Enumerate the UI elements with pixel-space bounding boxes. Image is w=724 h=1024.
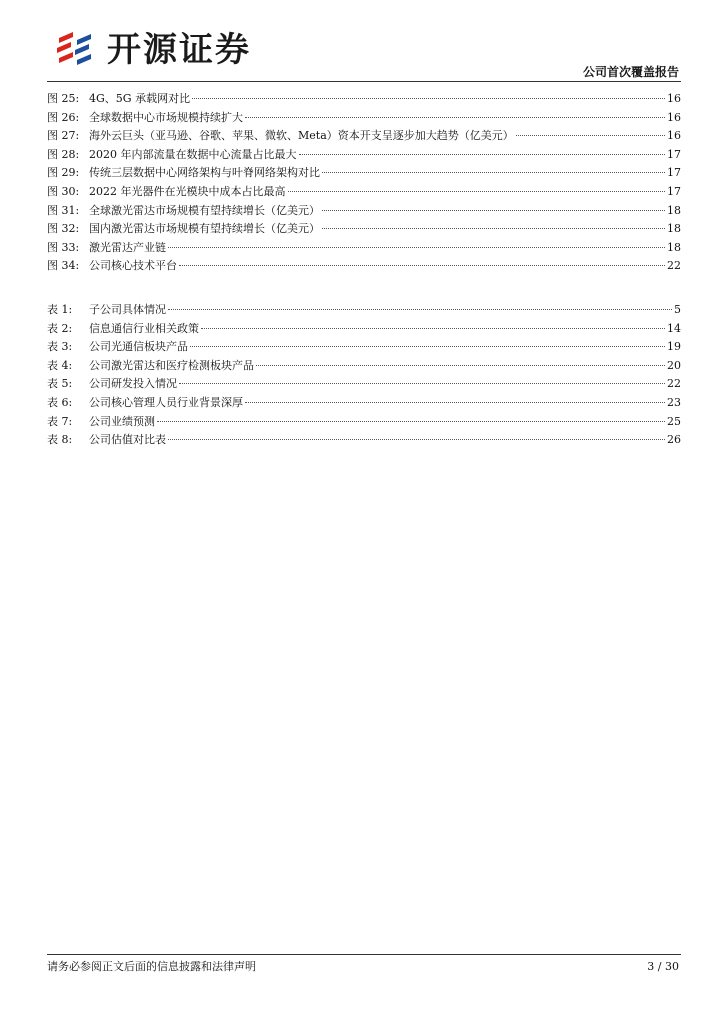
- table-entry[interactable]: [47, 338, 681, 357]
- figure-title: 全球激光雷达市场规模有望持续增长（亿美元）: [89, 203, 320, 217]
- figure-title: 全球数据中心市场规模持续扩大: [89, 110, 243, 124]
- dot-leader: [299, 154, 666, 155]
- figure-page: 22: [667, 259, 681, 273]
- table-title: 公司业绩预测: [89, 414, 155, 428]
- dot-leader: [322, 228, 665, 229]
- table-label: 表 2:: [47, 321, 73, 335]
- figure-title: 传统三层数据中心网络架构与叶脊网络架构对比: [89, 166, 320, 180]
- figure-title: 国内激光雷达市场规模有望持续增长（亿美元）: [89, 222, 320, 236]
- figure-page: 18: [667, 222, 681, 236]
- table-title: 子公司具体情况: [89, 303, 166, 316]
- dot-leader: [516, 135, 665, 136]
- figure-entry[interactable]: [47, 202, 681, 221]
- figure-page: 18: [667, 240, 681, 254]
- page-number: 3 / 30: [647, 960, 679, 973]
- table-page: 5: [674, 303, 681, 316]
- table-page: 19: [667, 340, 681, 354]
- dot-leader: [168, 439, 665, 440]
- table-title: 公司研发投入情况: [89, 377, 177, 391]
- table-label: 表 8:: [47, 433, 73, 447]
- figure-entry[interactable]: [47, 127, 681, 146]
- table-page: 25: [667, 414, 681, 428]
- figure-entry[interactable]: [47, 164, 681, 183]
- figure-label: 图 32:: [47, 222, 80, 236]
- table-title: 信息通信行业相关政策: [89, 321, 199, 335]
- table-entry[interactable]: [47, 431, 681, 450]
- figure-title: 海外云巨头（亚马逊、谷歌、苹果、微软、Meta）资本开支呈逐步加大趋势（亿美元）: [89, 129, 514, 143]
- figure-page: 18: [667, 203, 681, 217]
- header-divider: [47, 81, 681, 82]
- table-label: 表 7:: [47, 414, 73, 428]
- table-title: 公司光通信板块产品: [89, 340, 188, 354]
- dot-leader: [245, 117, 665, 118]
- brand-name: 开源证券: [107, 30, 251, 70]
- figure-page: 16: [667, 129, 681, 143]
- table-label: 表 4:: [47, 358, 73, 372]
- figure-title: 4G、5G 承载网对比: [89, 92, 191, 105]
- page-header: [47, 20, 681, 82]
- table-page: 26: [667, 433, 681, 447]
- dot-leader: [157, 421, 665, 422]
- figure-entry[interactable]: [47, 146, 681, 165]
- figure-entry[interactable]: [47, 90, 681, 109]
- dot-leader: [192, 98, 665, 99]
- kaiyuan-logo-icon: [57, 28, 101, 68]
- table-entry[interactable]: [47, 394, 681, 413]
- table-label: 表 5:: [47, 377, 73, 391]
- dot-leader: [168, 247, 665, 248]
- figure-title: 公司核心技术平台: [89, 259, 177, 273]
- figure-entry[interactable]: [47, 109, 681, 128]
- figure-title: 2020 年内部流量在数据中心流量占比最大: [89, 147, 297, 161]
- table-label: 表 1:: [47, 303, 73, 316]
- figure-title: 激光雷达产业链: [89, 240, 166, 254]
- dot-leader: [288, 191, 666, 192]
- table-list: [47, 301, 681, 450]
- figure-label: 图 26:: [47, 110, 80, 124]
- dot-leader: [256, 365, 665, 366]
- figure-page: 16: [667, 92, 681, 105]
- dot-leader: [245, 402, 665, 403]
- table-page: 23: [667, 395, 681, 409]
- figure-label: 图 25:: [47, 92, 80, 105]
- figure-label: 图 30:: [47, 184, 80, 198]
- dot-leader: [179, 383, 665, 384]
- table-title: 公司估值对比表: [89, 433, 166, 447]
- figure-page: 17: [667, 184, 681, 198]
- table-entry[interactable]: [47, 357, 681, 376]
- figure-page: 17: [667, 147, 681, 161]
- dot-leader: [190, 346, 665, 347]
- dot-leader: [168, 309, 672, 310]
- table-entry[interactable]: [47, 375, 681, 394]
- figure-label: 图 33:: [47, 240, 80, 254]
- table-title: 公司核心管理人员行业背景深厚: [89, 395, 243, 409]
- table-entry[interactable]: [47, 320, 681, 339]
- table-title: 公司激光雷达和医疗检测板块产品: [89, 358, 254, 372]
- dot-leader: [322, 210, 665, 211]
- footer-divider: [47, 954, 681, 955]
- figure-list: [47, 90, 681, 276]
- figure-entry[interactable]: [47, 183, 681, 202]
- figure-page: 17: [667, 166, 681, 180]
- legal-disclaimer: 请务必参阅正文后面的信息披露和法律声明: [47, 960, 256, 973]
- figure-entry[interactable]: [47, 239, 681, 258]
- figure-entry[interactable]: [47, 257, 681, 276]
- page-footer: [47, 954, 681, 973]
- dot-leader: [179, 265, 665, 266]
- table-page: 20: [667, 358, 681, 372]
- table-entry[interactable]: [47, 413, 681, 432]
- report-type: 公司首次覆盖报告: [582, 65, 679, 79]
- dot-leader: [201, 328, 665, 329]
- figure-label: 图 27:: [47, 129, 80, 143]
- table-entry[interactable]: [47, 301, 681, 320]
- table-label: 表 6:: [47, 395, 73, 409]
- dot-leader: [322, 172, 665, 173]
- figure-label: 图 34:: [47, 259, 80, 273]
- table-label: 表 3:: [47, 340, 73, 354]
- figure-entry[interactable]: [47, 220, 681, 239]
- figure-page: 16: [667, 110, 681, 124]
- figure-label: 图 28:: [47, 147, 80, 161]
- figure-label: 图 29:: [47, 166, 80, 180]
- figure-title: 2022 年光器件在光模块中成本占比最高: [89, 184, 286, 198]
- table-page: 14: [667, 321, 681, 335]
- figure-label: 图 31:: [47, 203, 80, 217]
- table-page: 22: [667, 377, 681, 391]
